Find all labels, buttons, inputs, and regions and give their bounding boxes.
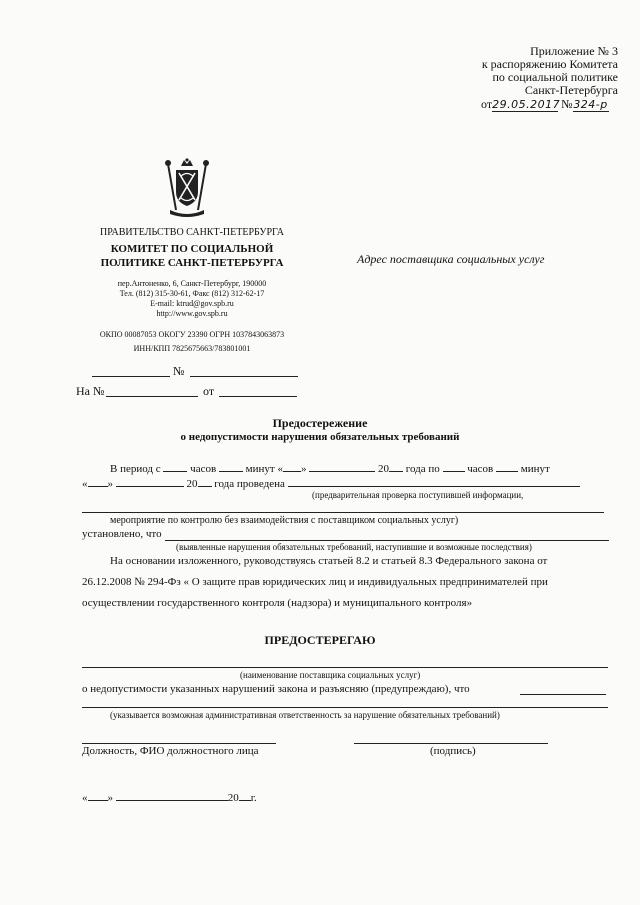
committee-phone: Тел. (812) 315-30-61, Факс (812) 312-62-17 <box>119 289 265 298</box>
hint-violations: (выявленные нарушения обязательных требований, наступившие и возможные последствия) <box>176 542 532 552</box>
recipient-address: Адрес поставщика социальных услуг <box>357 252 545 266</box>
position-label: Должность, ФИО должностного лица <box>82 745 259 757</box>
established-field[interactable] <box>165 540 609 541</box>
title-line-2: о недопустимости нарушения обязательных требований <box>180 431 460 443</box>
minutes-label-1: минут « <box>245 463 283 475</box>
liability-field[interactable] <box>82 707 608 708</box>
sign-month-field[interactable] <box>116 790 228 801</box>
appendix-block <box>482 45 618 97</box>
quote-close-2: » <box>107 478 113 490</box>
basis-line-2: 26.12.2008 № 294-Фз « О защите прав юридических лиц и индивидуальных предпринимателей при <box>82 576 548 588</box>
incoming-date-line <box>219 396 297 397</box>
title-line-1: Предостережение <box>272 416 368 430</box>
appendix-num-prefix: № <box>561 97 573 111</box>
period-start-label: В период с <box>110 463 161 475</box>
appendix-date-handwritten: 29.05.2017 <box>492 98 561 111</box>
incoming-number-line <box>106 396 198 397</box>
signature-field[interactable] <box>354 743 548 744</box>
sign-year-prefix: 20 <box>227 792 239 804</box>
committee-codes: ОКПО 00087053 ОКОГУ 23390 ОГРН 1037843063873 <box>99 330 285 339</box>
contacts-block <box>80 279 304 319</box>
period-line-1 <box>110 461 550 475</box>
committee-line-1: КОМИТЕТ ПО СОЦИАЛЬНОЙ <box>110 243 274 255</box>
appendix-line-4: Санкт-Петербурга <box>524 83 618 97</box>
government-name: ПРАВИТЕЛЬСТВО САНКТ-ПЕТЕРБУРГА <box>100 227 284 238</box>
committee-website: http://www.gov.spb.ru <box>156 309 228 318</box>
sign-date-quote-open: « <box>82 792 88 804</box>
sign-date-line <box>82 790 257 804</box>
appendix-line-3: по социальной политике <box>492 70 618 84</box>
incoming-ot-label: от <box>203 384 215 398</box>
committee-inn: ИНН/КПП 7825675663/783801001 <box>133 344 251 353</box>
incoming-na-label: На № <box>76 384 105 398</box>
period-line-2 <box>82 476 580 490</box>
end-day-field[interactable] <box>88 476 108 487</box>
quote-open-2: « <box>82 478 88 490</box>
year-to-label: года по <box>405 463 440 475</box>
end-hours-field[interactable] <box>443 461 465 472</box>
hint-provider-name: (наименование поставщика социальных услуг) <box>240 670 421 680</box>
start-minutes-field[interactable] <box>219 461 243 472</box>
warning-heading: ПРЕДОСТЕРЕГАЮ <box>264 633 376 647</box>
appendix-date-line <box>481 97 609 112</box>
end-minutes-field[interactable] <box>496 461 518 472</box>
sign-day-field[interactable] <box>88 790 108 801</box>
hint-preliminary-check: (предварительная проверка поступившей информации, <box>312 490 524 500</box>
sign-year-field[interactable] <box>239 790 251 801</box>
end-year-field[interactable] <box>198 476 212 487</box>
start-year-field[interactable] <box>389 461 403 472</box>
committee-line-2: ПОЛИТИКЕ САНКТ-ПЕТЕРБУРГА <box>100 257 284 269</box>
end-month-field[interactable] <box>116 476 184 487</box>
sign-date-quote-close: » <box>107 792 113 804</box>
outgoing-date-line <box>92 376 170 377</box>
start-day-field[interactable] <box>283 461 301 472</box>
minutes-label-2: минут <box>520 463 550 475</box>
outgoing-num-sign: № <box>173 364 185 378</box>
quote-close-1: » <box>300 463 307 475</box>
hours-label-1: часов <box>190 463 217 475</box>
committee-address: пер.Антоненко, 6, Санкт-Петербург, 190000 <box>117 279 267 288</box>
warning-text: о недопустимости указанных нарушений закона и разъясняю (предупреждаю), что <box>82 683 470 695</box>
basis-line-1: На основании изложенного, руководствуясь статьей 8.2 и статьей 8.3 Федерального закона от <box>110 555 548 567</box>
start-month-field[interactable] <box>309 461 375 472</box>
basis-line-3: осуществлении государственного контроля (надзора) и муниципального контроля» <box>82 597 473 609</box>
year-prefix-1: 20 <box>377 463 389 475</box>
signature-hint: (подпись) <box>430 745 476 757</box>
codes-block <box>80 328 304 356</box>
start-hours-field[interactable] <box>163 461 187 472</box>
appendix-date-prefix: от <box>481 97 493 111</box>
coat-of-arms-icon <box>160 158 214 220</box>
provider-name-field[interactable] <box>82 667 608 668</box>
appendix-num-handwritten: 324-р <box>573 98 608 111</box>
year-conducted-label: года проведена <box>214 478 285 490</box>
appendix-line-1: Приложение № 3 <box>530 44 618 58</box>
conducted-continuation-line[interactable] <box>82 512 604 513</box>
established-label: установлено, что <box>82 528 162 540</box>
hint-liability: (указывается возможная административная ответственность за нарушение обязательных требований) <box>110 710 500 720</box>
appendix-line-2: к распоряжению Комитета <box>481 57 618 71</box>
hours-label-2: часов <box>467 463 494 475</box>
outgoing-number-line <box>190 376 298 377</box>
year-prefix-2: 20 <box>186 478 198 490</box>
position-field[interactable] <box>82 743 276 744</box>
sign-year-suffix: г. <box>250 792 257 804</box>
warning-text-field[interactable] <box>520 694 606 695</box>
conducted-field[interactable] <box>288 476 580 487</box>
measure-text: мероприятие по контролю без взаимодействия с поставщиком социальных услуг) <box>110 515 459 526</box>
committee-email: E-mail: ktrud@gov.spb.ru <box>150 299 234 308</box>
